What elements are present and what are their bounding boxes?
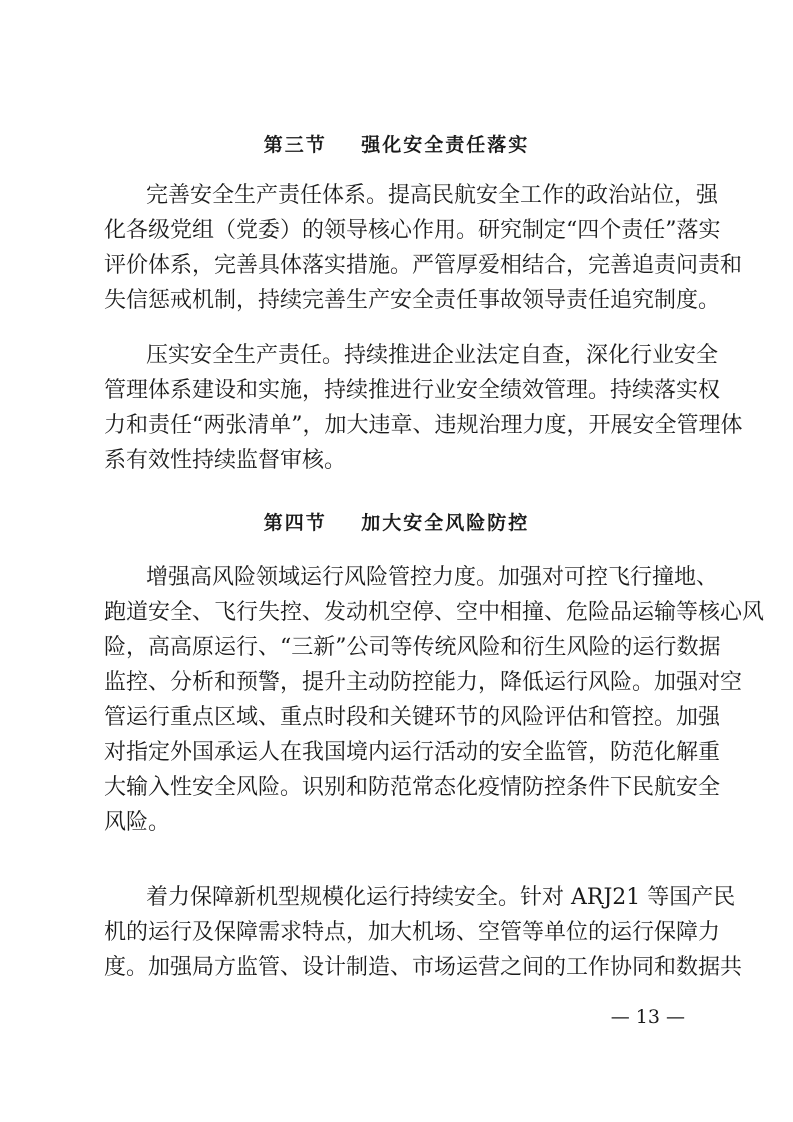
paragraph-line: 系有效性持续监督审核。 <box>104 448 347 473</box>
paragraph-line: 压实安全生产责任。持续推进企业法定自查，深化行业安全 <box>146 343 719 368</box>
paragraph-line: 着力保障新机型规模化运行持续安全。针对 ARJ21 等国产民 <box>146 885 736 910</box>
paragraph-line: 对指定外国承运人在我国境内运行活动的安全监管，防范化解重 <box>104 740 721 765</box>
paragraph-line: 增强高风险领域运行风险管控力度。加强对可控飞行撞地、 <box>146 565 719 590</box>
paragraph-line: 化各级党组（党委）的领导核心作用。研究制定“四个责任”落实 <box>104 218 721 243</box>
paragraph-line: 完善安全生产责任体系。提高民航安全工作的政治站位，强 <box>146 183 719 208</box>
paragraph-production-responsibility <box>104 338 743 478</box>
paragraph-line: 失信惩戒机制，持续完善生产安全责任事故领导责任追究制度。 <box>104 288 721 313</box>
paragraph-high-risk-control <box>104 560 765 840</box>
paragraph-line: 监控、分析和预警，提升主动防控能力，降低运行风险。加强对空 <box>104 670 743 695</box>
paragraph-line: 度。加强局方监管、设计制造、市场运营之间的工作协同和数据共 <box>104 955 743 980</box>
paragraph-line: 管运行重点区域、重点时段和关键环节的风险评估和管控。加强 <box>104 705 721 730</box>
paragraph-safety-responsibility-system <box>104 178 743 318</box>
section-heading-4: 第四节 加大安全风险防控 <box>263 512 530 534</box>
paragraph-new-aircraft-safety <box>104 880 743 985</box>
paragraph-line: 评价体系，完善具体落实措施。严管厚爱相结合，完善追责问责和 <box>104 253 743 278</box>
paragraph-line: 跑道安全、飞行失控、发动机空停、空中相撞、危险品运输等核心风 <box>104 600 765 625</box>
paragraph-line: 力和责任“两张清单”，加大违章、违规治理力度，开展安全管理体 <box>104 413 743 438</box>
paragraph-line: 大输入性安全风险。识别和防范常态化疫情防控条件下民航安全 <box>104 775 721 800</box>
section-heading-3: 第三节 强化安全责任落实 <box>263 134 530 156</box>
page-number: — 13 — <box>610 1006 685 1028</box>
paragraph-line: 管理体系建设和实施，持续推进行业安全绩效管理。持续落实权 <box>104 378 721 403</box>
paragraph-line: 机的运行及保障需求特点，加大机场、空管等单位的运行保障力 <box>104 920 721 945</box>
paragraph-line: 风险。 <box>104 810 171 835</box>
paragraph-line: 险，高高原运行、“三新”公司等传统风险和衍生风险的运行数据 <box>104 635 721 660</box>
